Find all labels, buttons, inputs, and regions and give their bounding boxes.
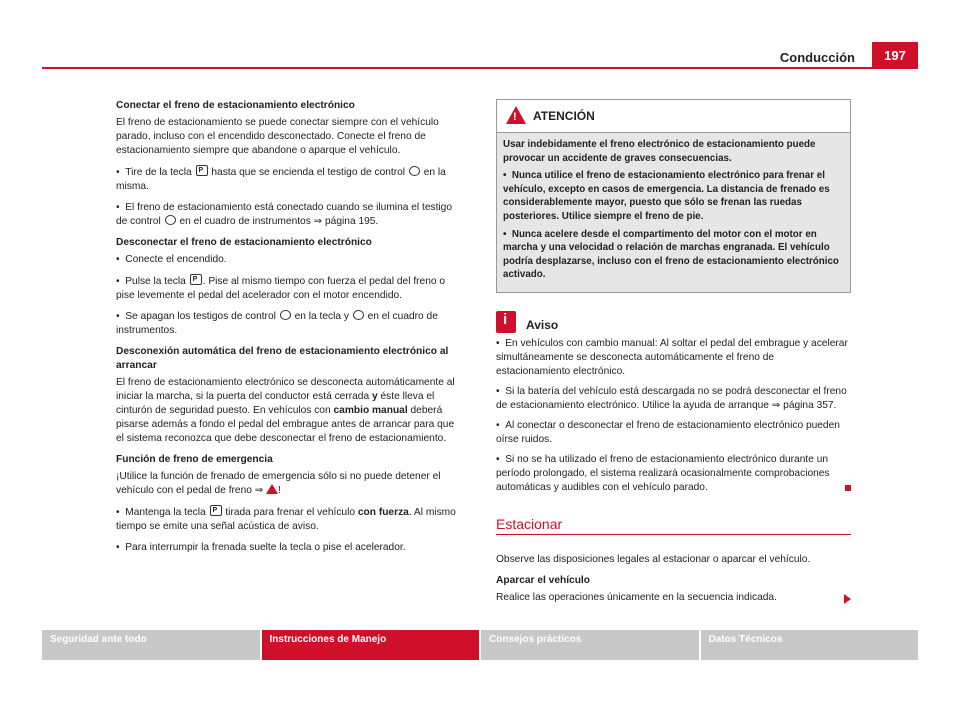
note-bullet: • En vehículos con cambio manual: Al soltar el pedal del embrague y acelerar simultáneamente se desconecta automáticamente el freno de estacionamiento electrónico. xyxy=(496,337,848,377)
paragraph: Observe las disposiciones legales al estacionar o aparcar el vehículo. xyxy=(496,553,811,565)
attention-bullet: • Nunca acelere desde el compartimento del motor con el motor en marcha y una velocidad o relación de marchas engranada. El vehículo podría desplazarse, incluso con el freno de estacionamiento electrónico activado. xyxy=(503,228,839,281)
heading-auto-release: Desconexión automática del freno de estacionamiento electrónico al arrancar xyxy=(116,346,449,371)
tab-instrucciones[interactable]: Instrucciones de Manejo xyxy=(262,630,480,660)
paragraph: El freno de estacionamiento se puede conectar siempre con el vehículo parado, incluso con el encendido desconectado. Conecte el freno de estacionamiento siempre que abandone o aparque el vehículo. xyxy=(116,117,439,156)
parking-brake-key-icon xyxy=(210,505,222,516)
parking-brake-key-icon xyxy=(190,274,202,285)
left-column xyxy=(116,99,464,562)
warning-lamp-icon xyxy=(280,310,291,320)
bullet-item: • Mantenga la tecla P tirada para frenar el vehículo con fuerza. Al mismo tiempo se emite una señal acústica de aviso. xyxy=(116,505,464,534)
bullet-item: • Para interrumpir la frenada suelte la tecla o pise el acelerador. xyxy=(116,542,406,553)
bullet-item: • Conecte el encendido. xyxy=(116,254,227,265)
section-title: Conducción xyxy=(779,50,855,65)
note-body xyxy=(496,337,851,495)
end-mark-icon xyxy=(845,485,851,491)
attention-box xyxy=(496,99,851,293)
note-bullet: • Al conectar o desconectar el freno de estacionamiento electrónico pueden oírse ruidos. xyxy=(496,419,840,445)
paragraph: Realice las operaciones únicamente en la secuencia indicada. xyxy=(496,591,851,605)
attention-bullet: • Nunca utilice el freno de estacionamiento electrónico para frenar el vehículo, excepto en casos de emergencia. La distancia de frenado es considerablemente mayor, puesto que sólo se frenan las ruedas posteriores. Utilice siempre el freno de pie. xyxy=(503,170,830,222)
warning-lamp-icon xyxy=(409,166,420,176)
attention-header xyxy=(497,100,850,133)
heading-aparcar: Aparcar el vehículo xyxy=(496,574,590,586)
warning-lamp-icon xyxy=(165,215,176,225)
heading-emergency: Función de freno de emergencia xyxy=(116,454,273,465)
continue-arrow-icon xyxy=(844,594,851,604)
parking-brake-key-icon xyxy=(196,165,208,176)
bullet-item: • Se apagan los testigos de control en la tecla y en el cuadro de instrumentos. xyxy=(116,311,438,336)
note-bullet: • Si la batería del vehículo está descargada no se podrá desconectar el freno de estacionamiento electrónico. Utilice la ayuda de arranque ⇒ página 357. xyxy=(496,385,847,411)
bullet-item: • Tire de la tecla P hasta que se encienda el testigo de control en la misma. xyxy=(116,165,464,194)
tab-seguridad[interactable]: Seguridad ante todo xyxy=(42,630,260,660)
warning-triangle-icon xyxy=(506,106,526,124)
note-header xyxy=(496,311,851,337)
heading-disconnect: Desconectar el freno de estacionamiento electrónico xyxy=(116,237,372,248)
footer-nav xyxy=(42,630,918,660)
section-heading-estacionar: Estacionar xyxy=(496,517,851,535)
bullet-item: • El freno de estacionamiento está conectado cuando se ilumina el testigo de control en el cuadro de instrumentos ⇒ página 195. xyxy=(116,202,453,227)
note-bullet: • Si no se ha utilizado el freno de estacionamiento electrónico durante un período prolongado, el sistema realizará ocasionalmente comprobaciones automáticas y audibles con el vehículo parado. xyxy=(496,453,851,495)
note-title: Aviso xyxy=(526,317,559,332)
warning-triangle-icon xyxy=(266,484,278,494)
info-icon xyxy=(496,311,516,333)
heading-connect: Conectar el freno de estacionamiento electrónico xyxy=(116,100,355,111)
paragraph: El freno de estacionamiento electrónico se desconecta automáticamente al iniciar la marcha, si la puerta del conductor está cerrada y éste lleva el cinturón de seguridad puesto. En vehículos con cambio manual deberá pisarse además a fondo el pedal del embrague antes de arrancar para que el sistema reconozca que debe desconectar el freno de estacionamiento. xyxy=(116,377,455,444)
attention-body xyxy=(497,133,850,292)
attention-title: ATENCIÓN xyxy=(533,109,595,123)
tab-consejos[interactable]: Consejos prácticos xyxy=(481,630,699,660)
attention-paragraph: Usar indebidamente el freno electrónico de estacionamiento puede provocar un accidente de graves consecuencias. xyxy=(503,139,816,164)
paragraph: ¡Utilice la función de frenado de emergencia sólo si no puede detener el vehículo con el pedal de freno ⇒ ! xyxy=(116,471,441,496)
header-rule xyxy=(42,67,918,69)
warning-lamp-icon xyxy=(353,310,364,320)
tab-datos[interactable]: Datos Técnicos xyxy=(701,630,919,660)
right-column xyxy=(496,99,851,612)
bullet-item: • Pulse la tecla P . Pise al mismo tiempo con fuerza el pedal del freno o pise levemente el pedal del acelerador con el motor encendido. xyxy=(116,274,464,303)
page-number: 197 xyxy=(872,42,918,68)
